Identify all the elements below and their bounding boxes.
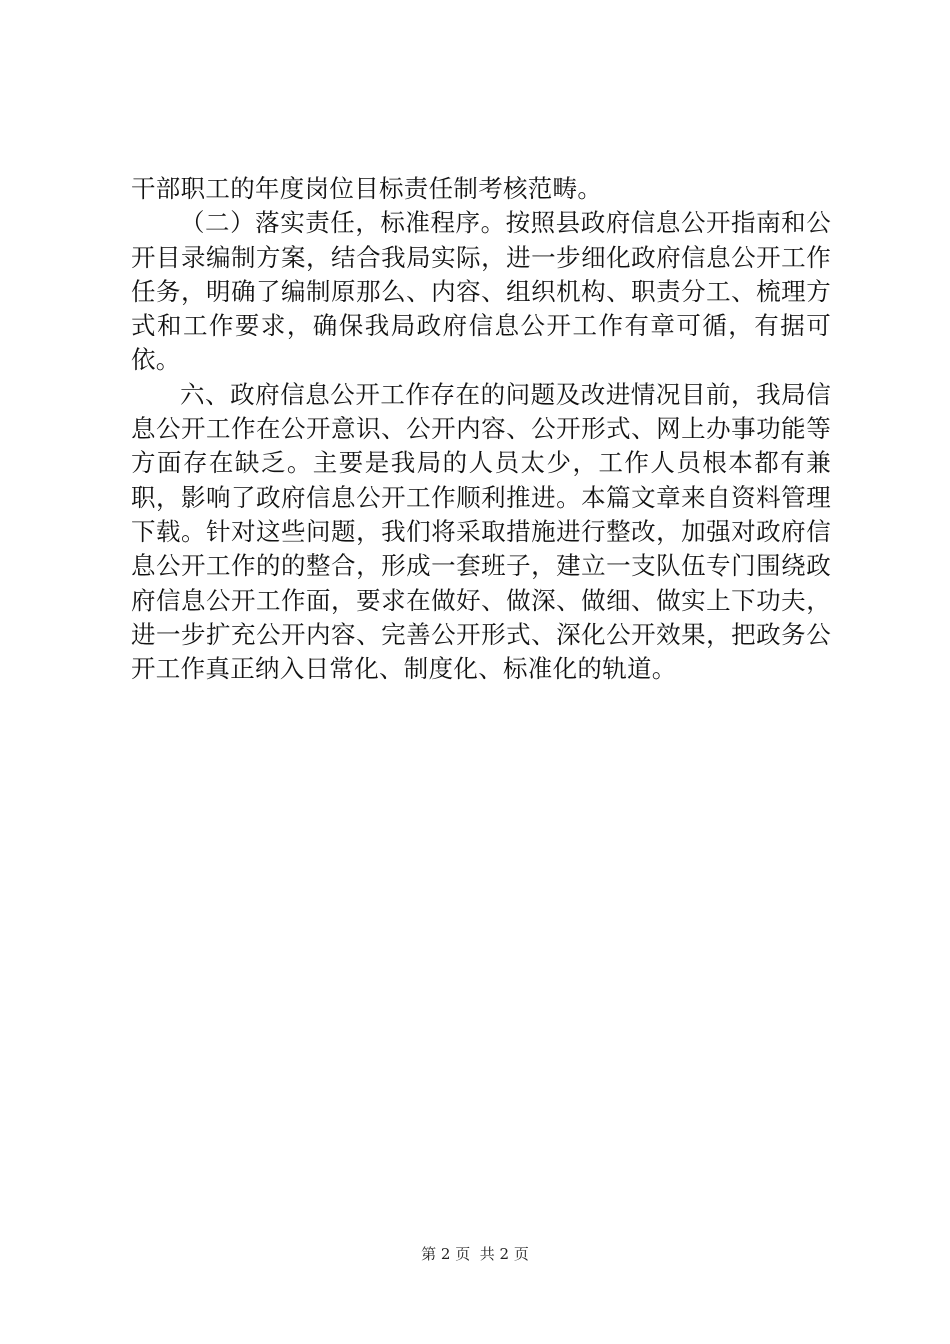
paragraph-section-six: 六、政府信息公开工作存在的问题及改进情况目前，我局信息公开工作在公开意识、公开内容、公开形式、网上办事功能等方面存在缺乏。主要是我局的人员太少，工作人员根本都有兼职，影响了政府信息公开工作顺利推进。本篇文章来自资料管理下载。针对这些问题，我们将采取措施进行整改，加强对政府信息公开工作的的整合，形成一套班子，建立一支队伍专门围绕政府信息公开工作面，要求在做好、做深、做细、做实上下功夫，进一步扩充公开内容、完善公开形式、深化公开效果，把政务公开工作真正纳入日常化、制度化、标准化的轨道。 bbox=[131, 379, 831, 684]
paragraph-section-two: （二）落实责任，标准程序。按照县政府信息公开指南和公开目录编制方案，结合我局实际，进一步细化政府信息公开工作任务，明确了编制原那么、内容、组织机构、职责分工、梳理方式和工作要求，确保我局政府信息公开工作有章可循，有据可依。 bbox=[131, 208, 831, 375]
document-body bbox=[131, 172, 831, 686]
page-footer bbox=[0, 1244, 950, 1264]
page-number-indicator: 第 2 页 共 2 页 bbox=[421, 1245, 529, 1263]
paragraph-continuation: 干部职工的年度岗位目标责任制考核范畴。 bbox=[131, 174, 603, 203]
